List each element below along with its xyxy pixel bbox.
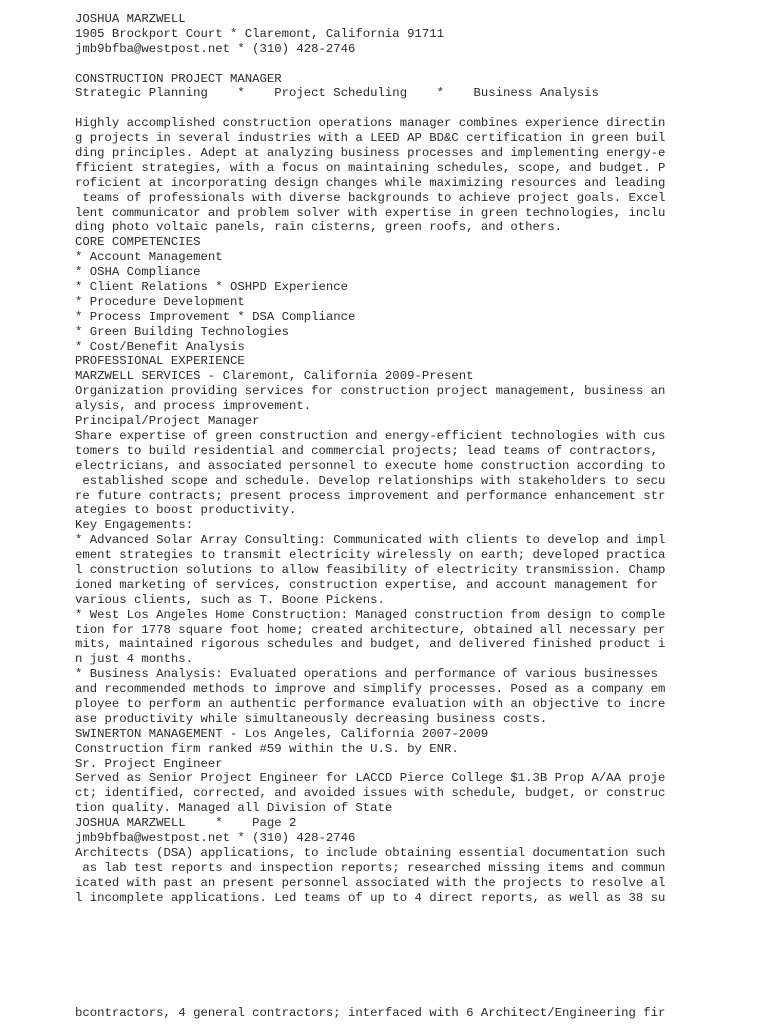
employer-description: Construction firm ranked #59 within the U.S. by ENR.	[75, 741, 459, 756]
competency-item: * Account Management	[75, 250, 223, 265]
summary-line: ding principles. Adept at analyzing business processes and implementing energy-e	[75, 146, 666, 161]
resume-specialties: Strategic Planning * Project Scheduling * Business Analysis	[75, 86, 599, 101]
resume-title: CONSTRUCTION PROJECT MANAGER	[75, 71, 282, 86]
competency-item: * Cost/Benefit Analysis	[75, 339, 245, 354]
engagement-line: various clients, such as T. Boone Pickens.	[75, 592, 385, 607]
continuation-line: as lab test reports and inspection reports; researched missing items and commun	[75, 860, 666, 875]
engagement-line: ement strategies to transmit electricity wirelessly on earth; developed practica	[75, 548, 666, 563]
duty-line: Share expertise of green construction and energy-efficient technologies with cus	[75, 428, 666, 443]
summary-line: fficient strategies, with a focus on maintaining schedules, scope, and budget. P	[75, 160, 666, 175]
duty-line: ategies to boost productivity.	[75, 503, 297, 518]
engagement-line: n just 4 months.	[75, 652, 194, 667]
duty-line: established scope and schedule. Develop relationships with stakeholders to secu	[75, 473, 666, 488]
continuation-line: l incomplete applications. Led teams of up to 4 direct reports, as well as 38 su	[75, 890, 666, 905]
duty-line: Served as Senior Project Engineer for LACCD Pierce College $1.3B Prop A/AA proje	[75, 771, 666, 786]
spacer	[75, 57, 755, 72]
competency-item: * Process Improvement * DSA Compliance	[75, 309, 356, 324]
continuation-line: icated with past an present personnel associated with the projects to resolve al	[75, 875, 666, 890]
engagement-line: ioned marketing of services, construction expertise, and account management for	[75, 577, 658, 592]
engagement-line: ase productivity while simultaneously decreasing business costs.	[75, 711, 548, 726]
engagement-line: * West Los Angeles Home Construction: Managed construction from design to comple	[75, 607, 666, 622]
page-2-contact: jmb9bfba@westpost.net * (310) 428-2746	[75, 830, 356, 845]
position-title: Principal/Project Manager	[75, 414, 260, 429]
summary-line: teams of professionals with diverse backgrounds to achieve project goals. Excel	[75, 190, 666, 205]
resume-document	[75, 12, 755, 905]
duty-line: electricians, and associated personnel to execute home construction according to	[75, 458, 666, 473]
engagements-heading: Key Engagements:	[75, 518, 194, 533]
engagement-line: ployee to perform an authentic performance evaluation with an objective to incre	[75, 696, 666, 711]
summary-line: roficient at incorporating design changes while maximizing resources and leading	[75, 175, 666, 190]
duty-line: tion quality. Managed all Division of State	[75, 801, 393, 816]
employer-line: MARZWELL SERVICES - Claremont, California 2009-Present	[75, 369, 474, 384]
summary-line: g projects in several industries with a LEED AP BD&C certification in green buil	[75, 131, 666, 146]
candidate-contact: jmb9bfba@westpost.net * (310) 428-2746	[75, 41, 356, 56]
engagement-line: tion for 1778 square foot home; created architecture, obtained all necessary per	[75, 622, 666, 637]
engagement-line: and recommended methods to improve and simplify processes. Posed as a company em	[75, 682, 666, 697]
candidate-name: JOSHUA MARZWELL	[75, 12, 186, 26]
duty-line: tomers to build residential and commercial projects; lead teams of contractors,	[75, 443, 658, 458]
competency-item: * Green Building Technologies	[75, 324, 290, 339]
bottom-continuation-line: bcontractors, 4 general contractors; interfaced with 6 Architect/Engineering fir	[75, 1006, 666, 1020]
spacer	[75, 101, 755, 116]
summary-line: lent communicator and problem solver with expertise in green technologies, inclu	[75, 205, 666, 220]
experience-heading: PROFESSIONAL EXPERIENCE	[75, 354, 245, 369]
competencies-heading: CORE COMPETENCIES	[75, 235, 201, 250]
employer-line: SWINERTON MANAGEMENT - Los Angeles, California 2007-2009	[75, 726, 489, 741]
duty-line: ct; identified, corrected, and avoided issues with schedule, budget, or construc	[75, 786, 666, 801]
summary-line: Highly accomplished construction operations manager combines experience directin	[75, 116, 666, 131]
position-title: Sr. Project Engineer	[75, 756, 223, 771]
duty-line: re future contracts; present process improvement and performance enhancement str	[75, 488, 666, 503]
continuation-line: Architects (DSA) applications, to include obtaining essential documentation such	[75, 845, 666, 860]
summary-line: ding photo voltaic panels, rain cisterns, green roofs, and others.	[75, 220, 563, 235]
engagement-line: * Advanced Solar Array Consulting: Communicated with clients to develop and impl	[75, 533, 666, 548]
employer-description: Organization providing services for construction project management, business an	[75, 384, 666, 399]
competency-item: * Procedure Development	[75, 294, 245, 309]
candidate-address: 1905 Brockport Court * Claremont, California 91711	[75, 26, 444, 41]
engagement-line: l construction solutions to allow feasibility of electricity transmission. Champ	[75, 562, 666, 577]
competency-item: * OSHA Compliance	[75, 265, 201, 280]
engagement-line: * Business Analysis: Evaluated operations and performance of various businesses	[75, 667, 658, 682]
engagement-line: mits, maintained rigorous schedules and budget, and delivered finished product i	[75, 637, 666, 652]
competency-item: * Client Relations * OSHPD Experience	[75, 280, 349, 295]
page-2-header: JOSHUA MARZWELL * Page 2	[75, 816, 297, 831]
employer-description: alysis, and process improvement.	[75, 399, 312, 414]
